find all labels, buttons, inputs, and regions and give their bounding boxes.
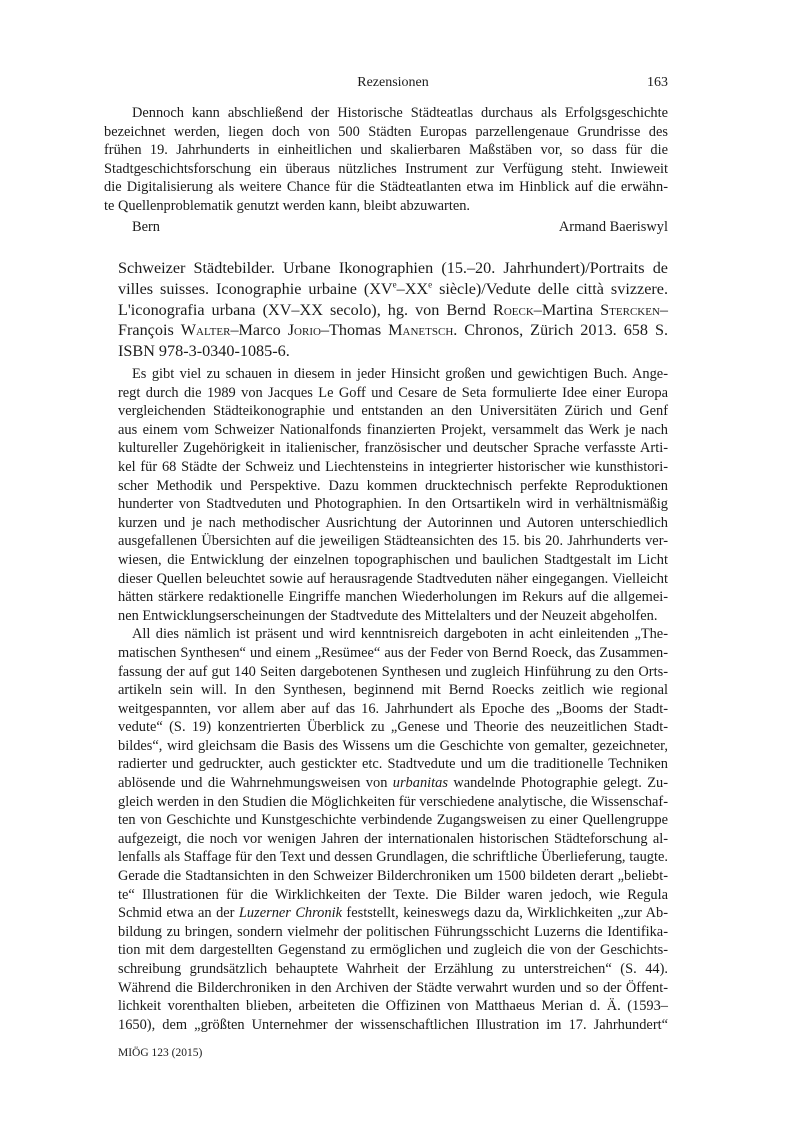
text-line: nen Entwicklungserscheinungen der Stadtvedute des Mittelalters und der Neuzeit abgeholfen. xyxy=(118,607,658,624)
text-line: tion mit dem dargestellten Gegenstand zu ermöglichen und zugleich die von der Geschichts- xyxy=(118,942,668,959)
review-body xyxy=(118,365,668,1034)
running-head-title: Rezensionen xyxy=(357,75,429,90)
text-line: radierter und gedruckter, auch gestickter etc. Stadtvedute und um die traditionelle Techniken xyxy=(118,756,668,773)
editor-name: Stercken xyxy=(600,300,660,319)
text-line: matischen Synthesen“ und einem „Resümee“ aus der Feder von Bernd Roeck, das Zusammen- xyxy=(118,644,668,661)
text-line: 1650), dem „größten Unternehmer der wissenschaftlichen Illustration im 17. Jahrhundert“ xyxy=(118,1016,668,1033)
text-line: ausgefallenen Übersichten auf die jeweiligen Städteansichten des 15. bis 20. Jahrhunderts ver- xyxy=(118,533,668,550)
emphasis: urbanitas xyxy=(392,775,448,792)
text-line: fassung der auf gut 140 Seiten dargebotenen Synthesen und zugleich Hinführung zu den Orts- xyxy=(118,663,668,680)
page-number: 163 xyxy=(647,75,668,90)
text-line: ten von Geschichte und Kunstgeschichte verbindende Zugangsweisen zu einer Quellengruppe xyxy=(118,812,668,829)
text-line: Es gibt viel zu schauen in diesem in jeder Hinsicht großen und gewichtigen Buch. Ange- xyxy=(132,366,668,382)
editor-name: Walter xyxy=(180,321,231,340)
text-line: lichkeit vorenthalten blieben, arbeiteten die Offizinen von Matthaeus Merian d. Ä. (1593– xyxy=(118,998,668,1015)
text-line: die Digitalisierung als weitere Chance für die Städteatlanten etwa im Hinblick auf die erwähn- xyxy=(104,179,668,196)
text-line: artikeln sein will. In den Synthesen, beginnend mit Bernd Roecks zeitlich wie regional xyxy=(118,682,668,699)
biblio-line: Schweizer Städtebilder. Urbane Ikonographien (15.–20. Jahrhundert)/Portraits de xyxy=(118,259,668,277)
biblio-line: ISBN 978-3-0340-1085-6. xyxy=(118,342,290,361)
text-line: wiesen, die Entwicklung der einzelnen topographischen und baulichen Stadtgestalt im Licht xyxy=(118,551,668,568)
text-line: hunderter von Stadtveduten und Photographien. In den Ortsartikeln wird in verhältnismäßig xyxy=(118,496,668,513)
review-paragraph-1 xyxy=(118,365,668,625)
signature-place: Bern xyxy=(132,219,160,235)
editor-name: Jorio xyxy=(287,321,321,340)
review-paragraph-2 xyxy=(118,625,668,1034)
text-line: weitgespannten, vor allem aber auf das 16. Jahrhundert als Epoche des „Booms der Stadt- xyxy=(118,700,668,717)
text-line: lenfalls als Staffage für den Text und dessen Grundlagen, die schriftliche Überlieferung, taugte. xyxy=(118,849,668,866)
text-line: schreibung grundsätzlich behauptete Wahrheit der Erzählung zu unterstreichen“ (S. 44). xyxy=(118,961,668,977)
text-line: bildung zu bringen, sondern vielmehr der politischen Führungsschicht Luzerns die Identifika- xyxy=(118,923,668,940)
text-line: aufgezeigt, die noch vor wenigen Jahren der internationalen historischen Städteforschung al- xyxy=(118,830,668,847)
text-line: Stadtgeschichtsforschung ein überaus nützliches Instrument zur Verfügung steht. Inwieweit xyxy=(104,160,668,177)
biblio-line: François Walter–Marco Jorio–Thomas Manetsch. Chronos, Zürich 2013. 658 S. xyxy=(118,321,668,340)
text-line: Gerade die Stadtansichten in den Schweizer Bilderchroniken um 1500 bildeten derart „beliebt- xyxy=(118,868,668,885)
text-line: kel für 68 Städte der Schweiz und Liechtensteins in integrierter historischer wie kunsthistori- xyxy=(118,458,668,475)
editor-name: Manetsch xyxy=(388,321,454,340)
text-line: Während die Bilderchroniken in den Archiven der Städte verwahrt wurden und so der Öffent- xyxy=(118,979,668,996)
text-line: All dies nämlich ist präsent und wird kenntnisreich dargeboten in acht einleitenden „The- xyxy=(132,626,668,643)
text-line: regt durch die 1989 von Jacques Le Goff und Cesare de Seta formulierte Idee einer Europa xyxy=(118,384,668,401)
biblio-line: L'iconografia urbana (XV–XX secolo), hg. von Bernd Roeck–Martina Stercken– xyxy=(118,300,668,319)
text-line: ablösende und die Wahrnehmungsweisen von urbanitas wandelnde Photographie gelegt. Zu- xyxy=(118,775,669,792)
text-line: Dennoch kann abschließend der Historische Städteatlas durchaus als Erfolgsgeschichte xyxy=(132,105,668,121)
text-line: Schmid etwa an der Luzerner Chronik feststellt, keineswegs dazu da, Wirklichkeiten „zur Ab- xyxy=(118,905,668,922)
biblio-line: villes suisses. Iconographie urbaine (XVe–XXe siècle)/Vedute delle città svizzere. xyxy=(118,279,669,298)
text-line: gleich werden in den Studien die Möglichkeiten für verschiedene analytische, die Wissenschaf- xyxy=(118,793,668,810)
text-line: scher Methodik und Perspektive. Dazu kommen drucktechnisch perfekte Reproduktionen xyxy=(118,477,668,494)
text-line: kurzen und je nach methodischer Ausrichtung der Autorinnen und Autoren unterschiedlich xyxy=(118,514,668,531)
text-line: te Quellenproblematik genutzt werden kann, bleibt abzuwarten. xyxy=(104,197,471,214)
intro-paragraph xyxy=(104,104,668,216)
journal-footer: MIÖG 123 (2015) xyxy=(118,1047,203,1059)
text-line: vedute“ (S. 19) konzentrierten Überblick zu „Genese und Theorie des neuzeitlichen Stadt- xyxy=(118,719,668,736)
editor-name: Roeck xyxy=(493,300,534,319)
bibliographic-entry xyxy=(118,258,668,362)
text-line: te“ Illustrationen für die Wirklichkeiten der Texte. Die Bilder waren jedoch, wie Regula xyxy=(118,886,668,903)
text-line: vergleichenden Städteikonographie und entstanden an den Universitäten Zürich und Genf xyxy=(118,403,668,420)
text-line: aus einem vom Schweizer Nationalfonds finanzierten Projekt, versammelt das Werk je nach xyxy=(118,421,668,438)
emphasis: Luzerner Chronik xyxy=(238,905,342,922)
text-line: frühen 19. Jahrhunderts in einheitlichen und skalierbaren Maßstäben vor, so dass für die xyxy=(104,142,668,159)
text-line: kultureller Zugehörigkeit in italienischer, französischer und deutscher Sprache verfasste Arti- xyxy=(118,440,668,457)
text-line: bezeichnet werden, liegen doch von 500 Städten Europas parzellengenaue Grundrisse des xyxy=(104,123,668,140)
text-line: dieser Quellen beleuchtet sowie auf herausragende Stadtveduten näher eingegangen. Vielleicht xyxy=(118,570,668,587)
text-line: hätten stärkere redaktionelle Eingriffe manchen Wiederholungen im Rekurs auf die allgemei- xyxy=(118,589,668,606)
text-line: bildes“, wird gleichsam die Basis des Wissens um die Geschichte von gemalter, gezeichneter, xyxy=(118,737,668,754)
signature-author: Armand Baeriswyl xyxy=(558,219,668,235)
